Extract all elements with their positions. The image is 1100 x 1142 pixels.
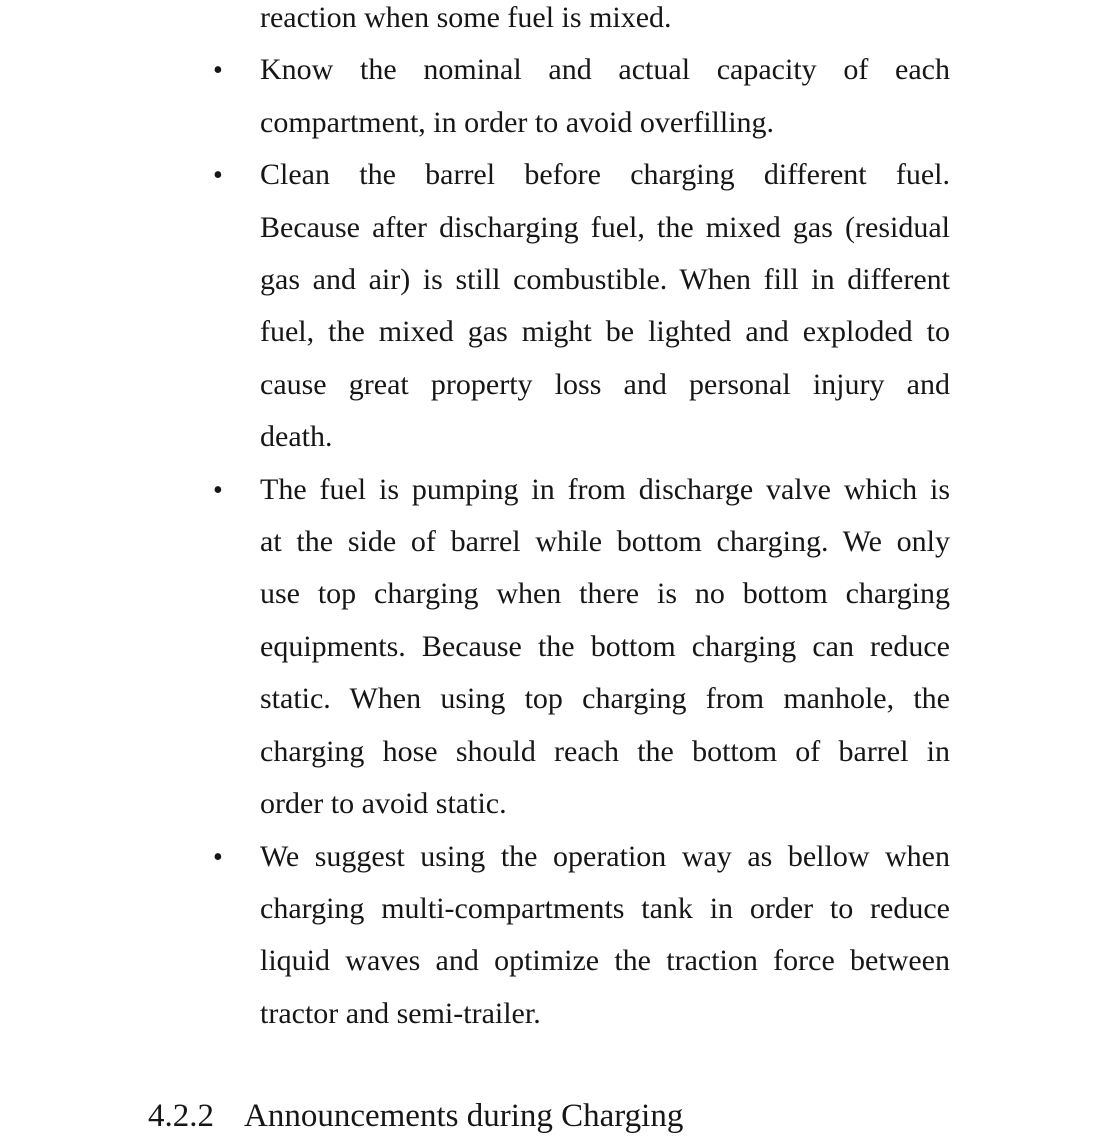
text-line: The fuel is pumping in from discharge valve which is [260,472,950,506]
text-line: equipments. Because the bottom charging can reduce [260,629,950,663]
bullet-text [260,44,950,149]
section-heading [148,1090,950,1142]
section-number: 4.2.2 [148,1098,214,1135]
bullet-icon: • [213,55,223,87]
text-line: cause great property loss and personal injury and [260,367,950,401]
text-line: Know the nominal and actual capacity of each [260,53,950,87]
text-line: order to avoid static. [260,787,507,821]
text-line: charging multi-compartments tank in order to reduce [260,891,950,925]
text-line: Clean the barrel before charging different fuel. [260,158,950,192]
bullet-text [260,149,950,463]
bullet-item-operation-way [213,831,950,1041]
text-line: static. When using top charging from manhole, the [260,682,950,716]
text-line: fuel, the mixed gas might be lighted and exploded to [260,315,950,349]
bullet-item-capacity [213,44,950,149]
text-line: reaction when some fuel is mixed. [260,1,672,34]
text-line: death. [260,420,333,454]
bullet-item-clean-barrel [213,149,950,463]
text-line: charging hose should reach the bottom of barrel in [260,734,950,768]
bullet-icon: • [213,841,223,873]
bullet-icon: • [213,160,223,192]
text-line: Because after discharging fuel, the mixed gas (residual [260,210,950,244]
text-line: compartment, in order to avoid overfilling. [260,105,775,139]
bullet-text [260,831,950,1041]
text-line: liquid waves and optimize the traction force between [260,944,950,978]
text-line: at the side of barrel while bottom charging. We only [260,525,950,559]
text-line: We suggest using the operation way as bellow when [260,839,950,873]
body-text-column [148,0,950,1142]
continuation-paragraph [260,0,950,44]
text-line: tractor and semi-trailer. [260,996,541,1030]
bullet-text [260,464,950,831]
bullet-item-bottom-charging [213,464,950,831]
bullet-icon: • [213,474,223,506]
text-line: gas and air) is still combustible. When fill in different [260,263,950,297]
section-title: Announcements during Charging [244,1098,684,1135]
text-line: use top charging when there is no bottom charging [260,577,950,611]
